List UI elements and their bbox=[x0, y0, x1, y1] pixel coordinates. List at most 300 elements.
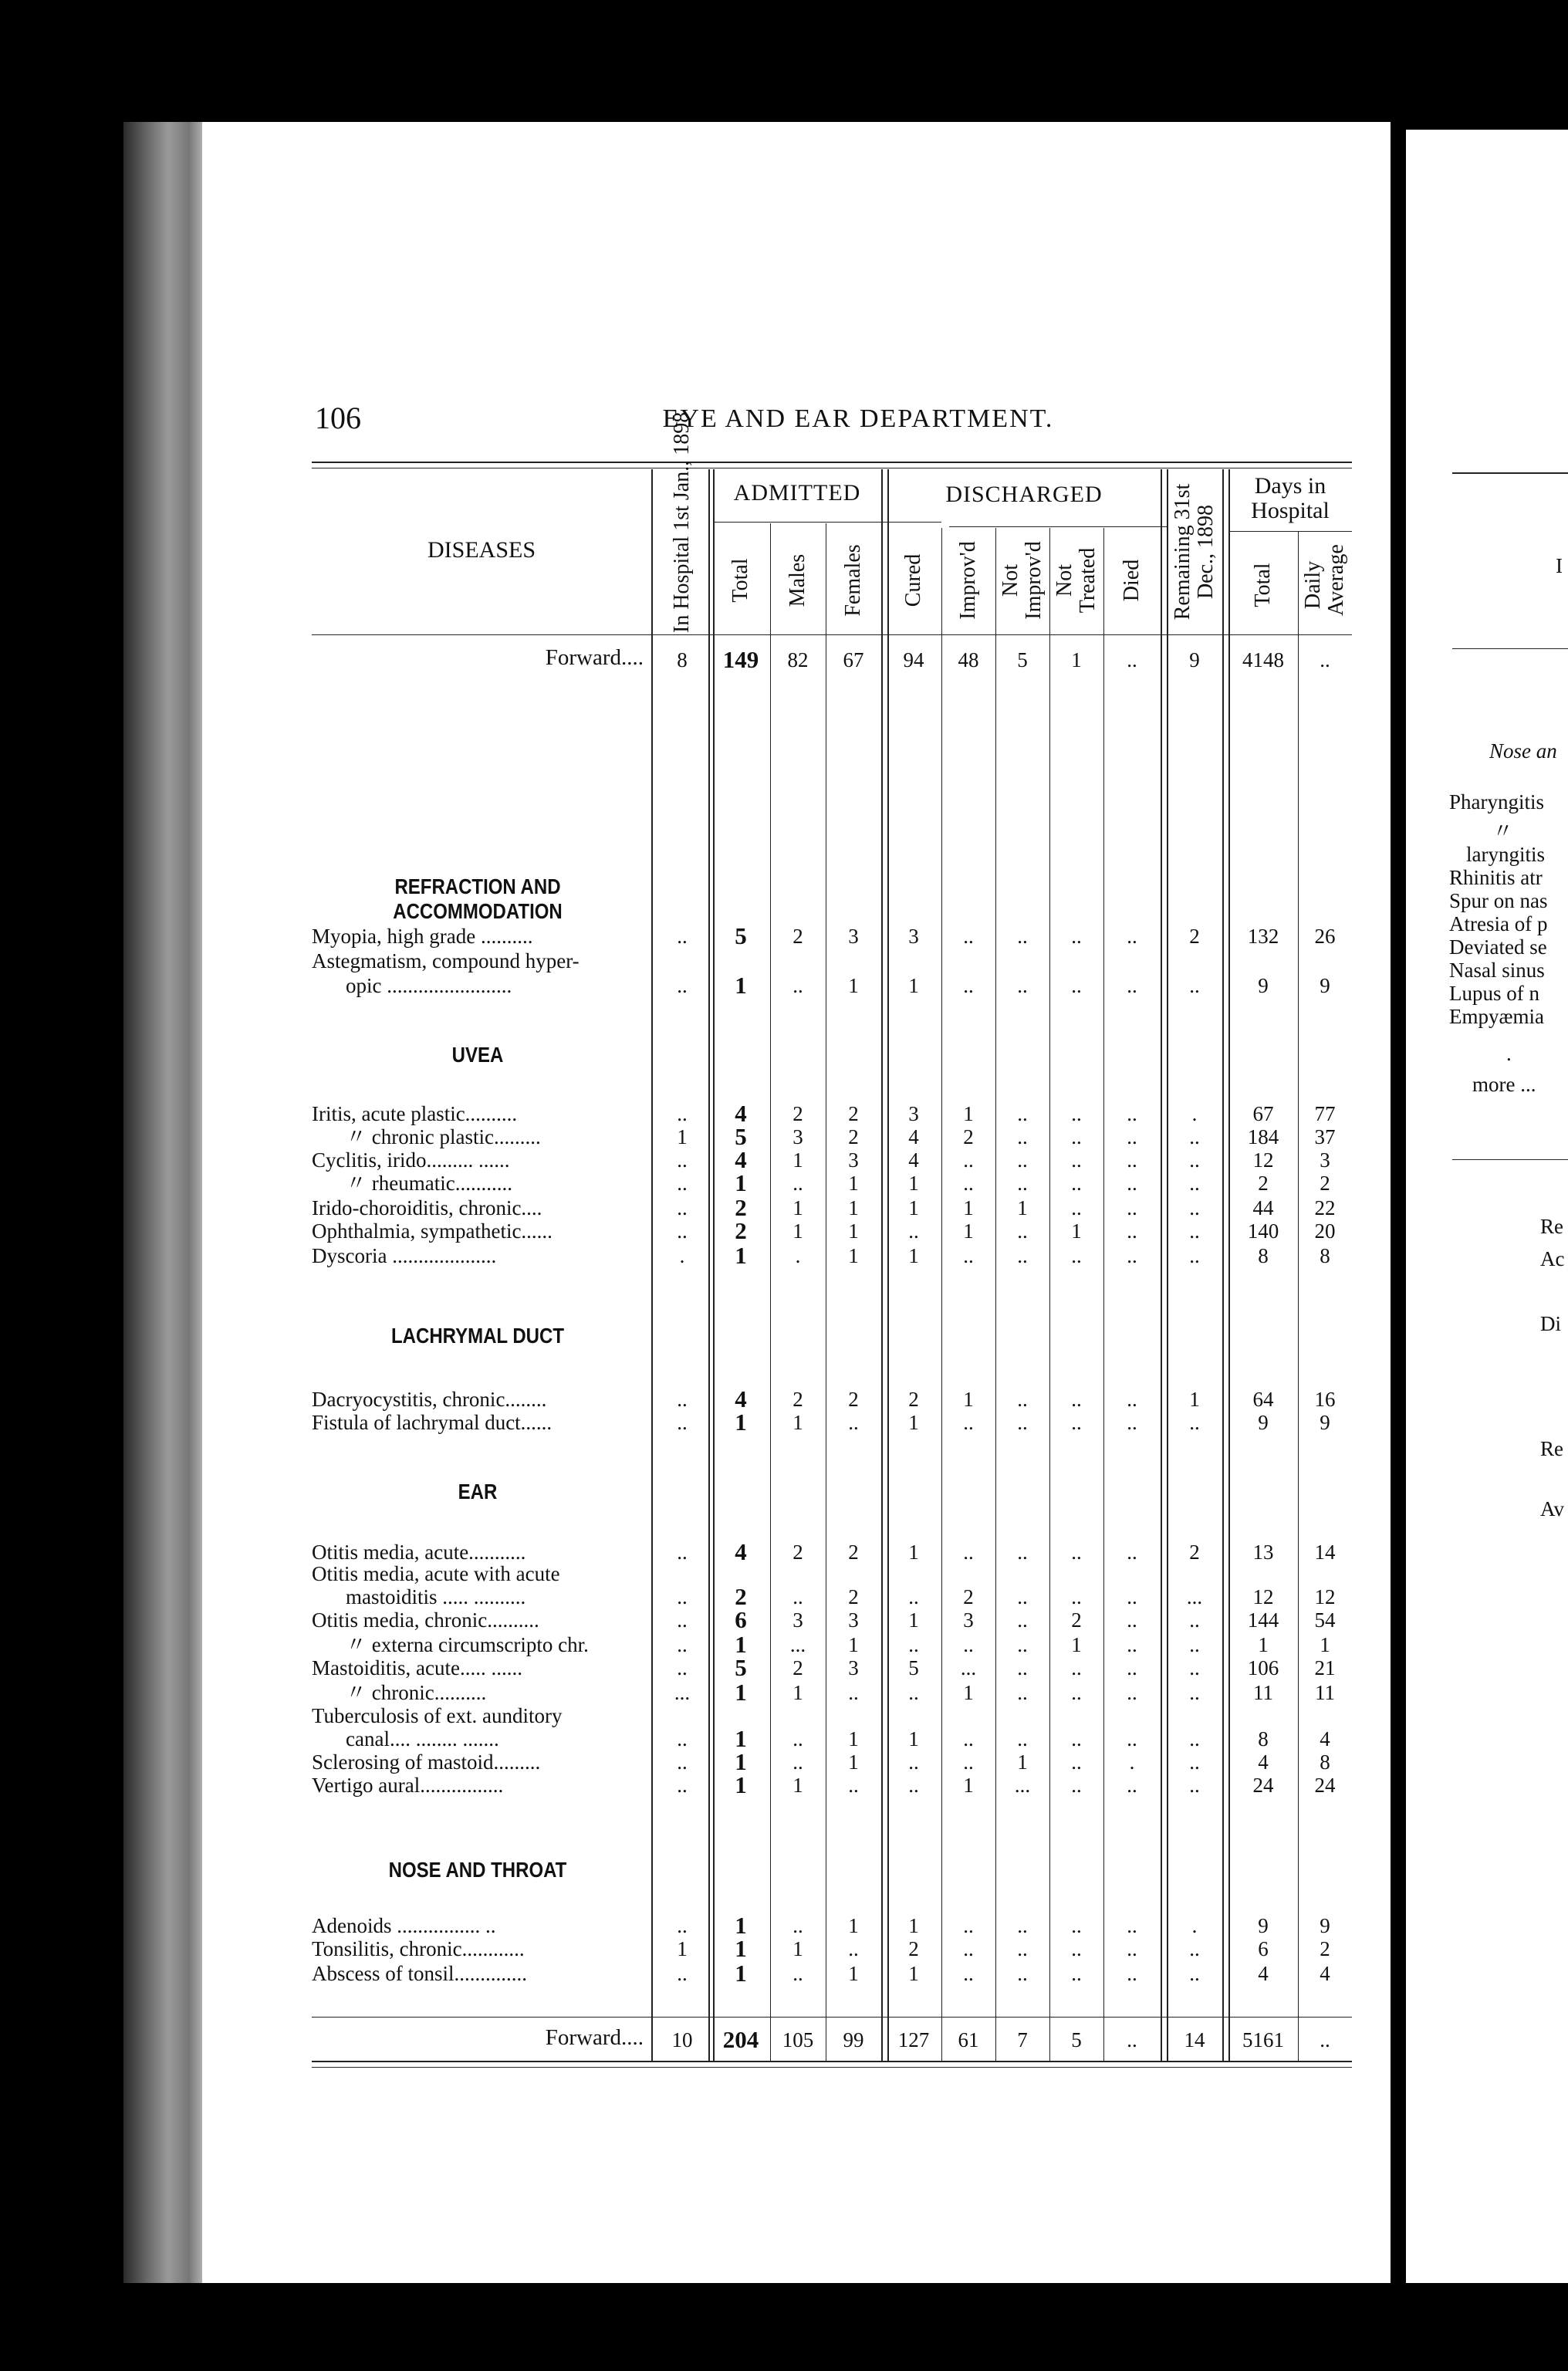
discharged-header: DISCHARGED bbox=[945, 482, 1103, 507]
disease-row-cell: .. bbox=[1017, 1681, 1028, 1704]
disease-row-cell: .. bbox=[677, 1727, 688, 1750]
disease-row-cell: 1 bbox=[735, 1912, 747, 1939]
col-rule bbox=[881, 469, 883, 2061]
disease-row-cell: .. bbox=[963, 925, 974, 948]
disease-row-cell: .. bbox=[1189, 1219, 1200, 1243]
disease-row-cell: .. bbox=[908, 1774, 919, 1797]
disease-row-cell: 6 bbox=[1258, 1937, 1269, 1960]
disease-row-cell: .. bbox=[1127, 1681, 1137, 1704]
cured-header: Cured bbox=[901, 553, 925, 607]
disease-row-cell: 12 bbox=[1252, 1585, 1274, 1608]
disease-row-cell: 1 bbox=[1017, 1750, 1028, 1774]
disease-row-cell: 5 bbox=[735, 1123, 747, 1150]
disease-name: 〃 chronic.......... bbox=[346, 1681, 487, 1704]
running-title: EYE AND EAR DEPARTMENT. bbox=[662, 404, 1054, 433]
forward-top-cell: 82 bbox=[787, 648, 809, 671]
forward-bottom-cell: 7 bbox=[1017, 2028, 1028, 2051]
disease-row-cell: 3 bbox=[1320, 1148, 1330, 1172]
disease-row-cell: .. bbox=[1017, 1914, 1028, 1937]
section-title: UVEA bbox=[451, 1043, 504, 1067]
disease-row-cell: .. bbox=[677, 1656, 688, 1679]
disease-row-cell: .. bbox=[792, 1962, 803, 1985]
disease-row-cell: .. bbox=[963, 1411, 974, 1434]
disease-row-cell: .. bbox=[1127, 1172, 1137, 1195]
disease-row-cell: 22 bbox=[1314, 1196, 1336, 1219]
disease-row-cell: 1 bbox=[735, 1631, 747, 1658]
disease-row-cell: 44 bbox=[1252, 1196, 1274, 1219]
disease-row-cell: 1 bbox=[792, 1196, 803, 1219]
disease-name: Ophthalmia, sympathetic...... bbox=[312, 1219, 553, 1243]
disease-row-cell: 8 bbox=[1258, 1244, 1269, 1267]
disease-row-cell: .. bbox=[677, 1585, 688, 1608]
forward-bottom-cell: 14 bbox=[1184, 2028, 1205, 2051]
disease-row-cell: 2 bbox=[848, 1388, 859, 1411]
forward-bottom-rule bbox=[312, 2061, 1352, 2062]
disease-row-cell: .. bbox=[1127, 974, 1137, 997]
section-title: LACHRYMAL DUCT bbox=[391, 1324, 564, 1348]
disease-row-cell: 4 bbox=[1320, 1727, 1330, 1750]
disease-row-cell: 9 bbox=[1320, 1914, 1330, 1937]
disease-row-cell: .. bbox=[1017, 1541, 1028, 1564]
disease-row-cell: .. bbox=[1127, 1914, 1137, 1937]
left-page bbox=[202, 122, 1391, 2283]
forward-bottom-cell: 105 bbox=[782, 2028, 814, 2051]
disease-row-cell: 1 bbox=[1320, 1633, 1330, 1656]
disease-row-cell: 1 bbox=[963, 1388, 974, 1411]
disease-row-cell: 2 bbox=[735, 1583, 747, 1610]
disease-row-cell: .. bbox=[792, 1585, 803, 1608]
disease-row-cell: .. bbox=[1189, 1774, 1200, 1797]
disease-row-cell: .. bbox=[1127, 1774, 1137, 1797]
disease-row-cell: . bbox=[1191, 1914, 1198, 1937]
disease-row-cell: 1 bbox=[908, 1541, 919, 1564]
forward-top-rule bbox=[312, 2017, 1352, 2018]
disease-row-cell: . bbox=[1191, 1102, 1198, 1125]
disease-row-cell: .. bbox=[677, 1219, 688, 1243]
disease-row-cell: 1 bbox=[963, 1196, 974, 1219]
facing-top-rule bbox=[1452, 472, 1568, 474]
disease-name: Sclerosing of mastoid......... bbox=[312, 1750, 541, 1774]
disease-row-cell: .. bbox=[677, 1411, 688, 1434]
disease-row-cell: 1 bbox=[848, 1962, 859, 1985]
disease-row-cell: 1 bbox=[908, 1608, 919, 1632]
disease-row-cell: 2 bbox=[963, 1125, 974, 1148]
forward-bottom-cell: 61 bbox=[958, 2028, 979, 2051]
disease-row-cell: 1 bbox=[677, 1937, 688, 1960]
disease-row-cell: 64 bbox=[1252, 1388, 1274, 1411]
disease-row-cell: .. bbox=[1189, 1148, 1200, 1172]
disease-row-cell: .. bbox=[908, 1585, 919, 1608]
not-improved-header: Not Improv'd bbox=[999, 541, 1046, 620]
disease-row-cell: 2 bbox=[908, 1937, 919, 1960]
disease-row-cell: 2 bbox=[735, 1194, 747, 1221]
forward-bottom-cell: 10 bbox=[671, 2028, 693, 2051]
disease-row-cell: .. bbox=[1189, 1411, 1200, 1434]
disease-row-cell: 1 bbox=[792, 1937, 803, 1960]
header-bottom-rule bbox=[312, 634, 1352, 635]
col-rule bbox=[1049, 528, 1050, 2061]
facing-lower-line: Av bbox=[1540, 1497, 1564, 1520]
disease-row-cell: .. bbox=[1017, 1219, 1028, 1243]
disease-row-cell: . bbox=[1129, 1750, 1135, 1774]
disease-row-cell: .. bbox=[1127, 1219, 1137, 1243]
disease-row-cell: 2 bbox=[792, 1541, 803, 1564]
disease-row-cell: .. bbox=[677, 1633, 688, 1656]
disease-row-cell: .. bbox=[1127, 1244, 1137, 1267]
disease-row-cell: .. bbox=[1127, 1102, 1137, 1125]
disease-row-cell: 1 bbox=[963, 1219, 974, 1243]
disease-row-cell: .. bbox=[963, 1727, 974, 1750]
disease-row-cell: 1 bbox=[735, 1960, 747, 1987]
disease-row-cell: .. bbox=[1189, 1244, 1200, 1267]
disease-row-cell: .. bbox=[1071, 1102, 1082, 1125]
disease-row-cell: .. bbox=[1071, 1388, 1082, 1411]
disease-row-cell: 1 bbox=[735, 1748, 747, 1775]
disease-row-cell: 24 bbox=[1314, 1774, 1336, 1797]
disease-row-cell: .. bbox=[1189, 1196, 1200, 1219]
disease-row-cell: .. bbox=[848, 1774, 859, 1797]
disease-name: Otitis media, chronic.......... bbox=[312, 1608, 539, 1632]
disease-name: Otitis media, acute........... bbox=[312, 1541, 526, 1564]
disease-row-cell: 2 bbox=[735, 1217, 747, 1244]
disease-row-cell: .. bbox=[1071, 1411, 1082, 1434]
disease-row-cell: .. bbox=[963, 1937, 974, 1960]
disease-row-cell: 8 bbox=[1320, 1750, 1330, 1774]
disease-row-cell: 4 bbox=[1258, 1962, 1269, 1985]
disease-row-cell: .. bbox=[1189, 1608, 1200, 1632]
disease-row-cell: .. bbox=[1127, 1727, 1137, 1750]
disease-row-cell: 4 bbox=[908, 1148, 919, 1172]
disease-row-cell: .. bbox=[1017, 1102, 1028, 1125]
disease-row-cell: .. bbox=[963, 1541, 974, 1564]
disease-row-cell: 77 bbox=[1314, 1102, 1336, 1125]
disease-row-cell: .. bbox=[908, 1633, 919, 1656]
disease-row-cell: .. bbox=[1017, 1727, 1028, 1750]
facing-line: Deviated se bbox=[1449, 935, 1547, 959]
disease-row-cell: .. bbox=[1071, 1244, 1082, 1267]
disease-row-cell: .. bbox=[1127, 1388, 1137, 1411]
days-total-header: Total bbox=[1251, 563, 1275, 607]
forward-top-cell: 8 bbox=[677, 648, 688, 671]
disease-row-cell: .. bbox=[1071, 1196, 1082, 1219]
disease-row-cell: 184 bbox=[1247, 1125, 1279, 1148]
not-treated-header: Not Treated bbox=[1053, 547, 1100, 614]
disease-name: Myopia, high grade .......... bbox=[312, 925, 533, 948]
disease-row-cell: .. bbox=[1127, 1937, 1137, 1960]
disease-row-cell: .. bbox=[1017, 974, 1028, 997]
disease-row-cell: 3 bbox=[848, 925, 859, 948]
disease-row-cell: 4 bbox=[1320, 1962, 1330, 1985]
facing-line: Empyæmia bbox=[1449, 1005, 1544, 1028]
facing-lower-line: Re bbox=[1540, 1215, 1563, 1238]
disease-row-cell: 1 bbox=[792, 1148, 803, 1172]
disease-row-cell: 1 bbox=[848, 1219, 859, 1243]
disease-row-cell: .. bbox=[908, 1750, 919, 1774]
disease-row-cell: .. bbox=[677, 1196, 688, 1219]
disease-row-cell: 3 bbox=[908, 1102, 919, 1125]
disease-row-cell: 1 bbox=[735, 1935, 747, 1962]
forward-top-cell: 1 bbox=[1071, 648, 1082, 671]
disease-row-cell: 13 bbox=[1252, 1541, 1274, 1564]
disease-row-cell: 26 bbox=[1314, 925, 1336, 948]
facing-line: Rhinitis atr bbox=[1449, 866, 1543, 889]
disease-row-cell: 21 bbox=[1314, 1656, 1336, 1679]
facing-line: . bbox=[1506, 1042, 1512, 1065]
died-header: Died bbox=[1120, 559, 1144, 602]
disease-row-cell: .. bbox=[1017, 1585, 1028, 1608]
disease-name: Dacryocystitis, chronic........ bbox=[312, 1388, 547, 1411]
col-rule bbox=[770, 523, 771, 2061]
disease-row-cell: 1 bbox=[848, 1172, 859, 1195]
disease-name: Dyscoria .................... bbox=[312, 1244, 497, 1267]
forward-bottom-cell: 5 bbox=[1071, 2028, 1082, 2051]
disease-row-cell: 1 bbox=[1258, 1633, 1269, 1656]
admitted-header: ADMITTED bbox=[733, 480, 861, 506]
disease-row-cell: 3 bbox=[848, 1608, 859, 1632]
disease-row-cell: .. bbox=[1071, 1774, 1082, 1797]
facing-line: Atresia of p bbox=[1449, 912, 1548, 935]
disease-row-cell: .. bbox=[1127, 1962, 1137, 1985]
disease-row-cell: 2 bbox=[908, 1388, 919, 1411]
disease-row-cell: .. bbox=[1017, 1411, 1028, 1434]
forward-label-top: Forward.... bbox=[545, 645, 644, 670]
disease-row-cell: 1 bbox=[735, 1409, 747, 1436]
col-rule bbox=[1228, 469, 1230, 2061]
col-rule bbox=[1222, 469, 1224, 2061]
disease-row-cell: 1 bbox=[963, 1102, 974, 1125]
disease-row-cell: .. bbox=[1071, 1148, 1082, 1172]
disease-name: Tonsilitis, chronic............ bbox=[312, 1937, 525, 1960]
disease-name: 〃 externa circumscripto chr. bbox=[346, 1633, 589, 1656]
disease-row-cell: .. bbox=[677, 1102, 688, 1125]
disease-row-cell: 12 bbox=[1314, 1585, 1336, 1608]
col-rule bbox=[651, 469, 653, 2061]
disease-row-cell: 1 bbox=[735, 1771, 747, 1798]
disease-row-cell: 1 bbox=[792, 1681, 803, 1704]
disease-name: Adenoids ................ .. bbox=[312, 1914, 496, 1937]
disease-row-cell: 2 bbox=[792, 925, 803, 948]
disease-row-cell: .. bbox=[1127, 1125, 1137, 1148]
disease-name: Tuberculosis of ext. aunditory bbox=[312, 1704, 563, 1727]
disease-row-cell: 5 bbox=[735, 1654, 747, 1681]
disease-row-cell: .. bbox=[1017, 1937, 1028, 1960]
disease-row-cell: 2 bbox=[792, 1388, 803, 1411]
disease-row-cell: 14 bbox=[1314, 1541, 1336, 1564]
disease-row-cell: .. bbox=[1189, 1656, 1200, 1679]
disease-row-cell: .. bbox=[1189, 1937, 1200, 1960]
col-rule bbox=[708, 469, 710, 2061]
forward-bottom-cell: .. bbox=[1127, 2028, 1137, 2051]
disease-row-cell: 24 bbox=[1252, 1774, 1274, 1797]
disease-name: 〃 chronic plastic......... bbox=[346, 1125, 541, 1148]
disease-row-cell: 11 bbox=[1253, 1681, 1273, 1704]
disease-row-cell: .. bbox=[677, 1962, 688, 1985]
disease-row-cell: .. bbox=[1071, 974, 1082, 997]
disease-row-cell: .. bbox=[908, 1219, 919, 1243]
disease-row-cell: .. bbox=[1189, 974, 1200, 997]
disease-row-cell: 1 bbox=[735, 1169, 747, 1196]
disease-row-cell: 1 bbox=[1017, 1196, 1028, 1219]
disease-row-cell: 8 bbox=[1320, 1244, 1330, 1267]
disease-row-cell: ... bbox=[1014, 1774, 1031, 1797]
section-title: NOSE AND THROAT bbox=[388, 1858, 567, 1882]
disease-row-cell: .. bbox=[1071, 1125, 1082, 1148]
disease-row-cell: 2 bbox=[848, 1102, 859, 1125]
days-in-hospital-header: Days in Hospital bbox=[1251, 473, 1330, 523]
disease-name: Otitis media, acute with acute bbox=[312, 1562, 560, 1585]
disease-row-cell: .. bbox=[677, 1774, 688, 1797]
disease-row-cell: .. bbox=[1017, 1633, 1028, 1656]
facing-line: Nasal sinus bbox=[1449, 959, 1545, 982]
disease-row-cell: 3 bbox=[963, 1608, 974, 1632]
disease-row-cell: 1 bbox=[908, 974, 919, 997]
disease-row-cell: 2 bbox=[848, 1585, 859, 1608]
disease-row-cell: . bbox=[795, 1244, 801, 1267]
in-hospital-header: In Hospital 1st Jan., 1898 bbox=[670, 411, 694, 633]
disease-row-cell: .. bbox=[848, 1411, 859, 1434]
forward-label-bottom: Forward.... bbox=[545, 2025, 644, 2050]
facing-line: Spur on nas bbox=[1449, 889, 1548, 912]
disease-row-cell: .. bbox=[1017, 1388, 1028, 1411]
disease-row-cell: .. bbox=[1127, 1148, 1137, 1172]
disease-name: mastoiditis ..... .......... bbox=[346, 1585, 526, 1608]
disease-row-cell: .. bbox=[677, 1750, 688, 1774]
disease-row-cell: . bbox=[679, 1244, 685, 1267]
disease-row-cell: .. bbox=[1071, 1962, 1082, 1985]
discharged-subrule bbox=[949, 526, 1167, 527]
disease-row-cell: 9 bbox=[1258, 974, 1269, 997]
remaining-header: Remaining 31st Dec., 1898 bbox=[1171, 483, 1218, 621]
facing-header-fragment: I bbox=[1556, 554, 1563, 577]
disease-row-cell: .. bbox=[1071, 1727, 1082, 1750]
disease-name: opic ........................ bbox=[346, 974, 512, 997]
disease-row-cell: 3 bbox=[908, 925, 919, 948]
forward-top-cell: .. bbox=[1320, 648, 1330, 671]
disease-row-cell: 1 bbox=[1189, 1388, 1200, 1411]
days-subrule bbox=[1228, 531, 1352, 532]
col-rule bbox=[887, 469, 889, 2061]
disease-row-cell: .. bbox=[1017, 1172, 1028, 1195]
disease-row-cell: .. bbox=[1017, 1148, 1028, 1172]
disease-row-cell: 1 bbox=[908, 1196, 919, 1219]
disease-name: Cyclitis, irido......... ...... bbox=[312, 1148, 510, 1172]
disease-row-cell: .. bbox=[677, 1541, 688, 1564]
disease-row-cell: 1 bbox=[735, 972, 747, 999]
disease-row-cell: 4 bbox=[735, 1100, 747, 1127]
disease-row-cell: .. bbox=[677, 1172, 688, 1195]
disease-row-cell: .. bbox=[1017, 925, 1028, 948]
disease-row-cell: .. bbox=[677, 974, 688, 997]
disease-row-cell: 1 bbox=[848, 1196, 859, 1219]
disease-name: Vertigo aural................ bbox=[312, 1774, 504, 1797]
disease-row-cell: 2 bbox=[963, 1585, 974, 1608]
disease-row-cell: 4 bbox=[735, 1146, 747, 1173]
facing-mid-rule bbox=[1452, 1159, 1568, 1160]
forward-bottom-cell: 127 bbox=[897, 2028, 930, 2051]
disease-row-cell: .. bbox=[1189, 1750, 1200, 1774]
disease-row-cell: 2 bbox=[1320, 1172, 1330, 1195]
disease-row-cell: 1 bbox=[848, 1914, 859, 1937]
disease-row-cell: 1 bbox=[848, 974, 859, 997]
disease-row-cell: 2 bbox=[848, 1125, 859, 1148]
disease-row-cell: .. bbox=[1071, 1750, 1082, 1774]
disease-row-cell: .. bbox=[1017, 1608, 1028, 1632]
disease-row-cell: .. bbox=[1071, 1541, 1082, 1564]
disease-row-cell: .. bbox=[792, 1727, 803, 1750]
disease-row-cell: 4 bbox=[735, 1385, 747, 1412]
disease-row-cell: 54 bbox=[1314, 1608, 1336, 1632]
disease-row-cell: 2 bbox=[1071, 1608, 1082, 1632]
forward-bottom-cell: 5161 bbox=[1242, 2028, 1284, 2051]
disease-row-cell: .. bbox=[1127, 1541, 1137, 1564]
forward-top-cell: 9 bbox=[1189, 648, 1200, 671]
females-header: Females bbox=[841, 544, 865, 617]
disease-row-cell: .. bbox=[1071, 925, 1082, 948]
disease-row-cell: 11 bbox=[1315, 1681, 1335, 1704]
males-header: Males bbox=[786, 553, 809, 607]
admitted-subrule bbox=[713, 522, 941, 523]
improved-header: Improv'd bbox=[956, 541, 980, 620]
facing-lower-line: Re bbox=[1540, 1437, 1563, 1460]
forward-top-cell: 67 bbox=[843, 648, 864, 671]
disease-row-cell: .. bbox=[1189, 1681, 1200, 1704]
disease-row-cell: 2 bbox=[792, 1656, 803, 1679]
daily-average-header: Daily Average bbox=[1301, 544, 1348, 616]
disease-row-cell: 67 bbox=[1252, 1102, 1274, 1125]
disease-row-cell: 1 bbox=[792, 1774, 803, 1797]
disease-row-cell: 1 bbox=[963, 1681, 974, 1704]
disease-row-cell: .. bbox=[1189, 1962, 1200, 1985]
forward-bottom-cell: 204 bbox=[722, 2026, 759, 2053]
section-title: REFRACTION AND ACCOMMODATION bbox=[393, 874, 563, 925]
disease-name: Irido-choroiditis, chronic.... bbox=[312, 1196, 542, 1219]
book-spine bbox=[123, 122, 205, 2283]
disease-row-cell: 3 bbox=[792, 1608, 803, 1632]
disease-row-cell: 1 bbox=[963, 1774, 974, 1797]
disease-row-cell: .. bbox=[963, 974, 974, 997]
disease-row-cell: 1 bbox=[848, 1244, 859, 1267]
facing-line: Lupus of n bbox=[1449, 982, 1539, 1005]
disease-row-cell: 1 bbox=[848, 1633, 859, 1656]
table-top-rule bbox=[312, 462, 1352, 463]
disease-row-cell: 9 bbox=[1320, 974, 1330, 997]
disease-row-cell: ... bbox=[674, 1681, 691, 1704]
disease-row-cell: 1 bbox=[735, 1679, 747, 1706]
disease-row-cell: 1 bbox=[848, 1750, 859, 1774]
facing-page bbox=[1406, 130, 1568, 2283]
disease-row-cell: 1 bbox=[848, 1727, 859, 1750]
disease-name: Abscess of tonsil.............. bbox=[312, 1962, 527, 1985]
disease-row-cell: 3 bbox=[848, 1148, 859, 1172]
disease-row-cell: .. bbox=[908, 1681, 919, 1704]
disease-row-cell: ... bbox=[789, 1633, 806, 1656]
disease-name: Astegmatism, compound hyper- bbox=[312, 949, 580, 972]
facing-lower-line: Di bbox=[1540, 1312, 1561, 1335]
disease-row-cell: 4 bbox=[735, 1538, 747, 1565]
disease-row-cell: .. bbox=[1189, 1633, 1200, 1656]
disease-row-cell: .. bbox=[963, 1750, 974, 1774]
disease-row-cell: .. bbox=[963, 1914, 974, 1937]
disease-row-cell: .. bbox=[963, 1172, 974, 1195]
col-rule bbox=[1161, 469, 1162, 2061]
disease-row-cell: .. bbox=[1071, 1656, 1082, 1679]
disease-row-cell: 1 bbox=[1071, 1633, 1082, 1656]
disease-row-cell: .. bbox=[1017, 1656, 1028, 1679]
disease-row-cell: .. bbox=[963, 1148, 974, 1172]
disease-row-cell: 6 bbox=[735, 1606, 747, 1633]
forward-top-cell: 94 bbox=[903, 648, 924, 671]
disease-row-cell: 1 bbox=[908, 1914, 919, 1937]
